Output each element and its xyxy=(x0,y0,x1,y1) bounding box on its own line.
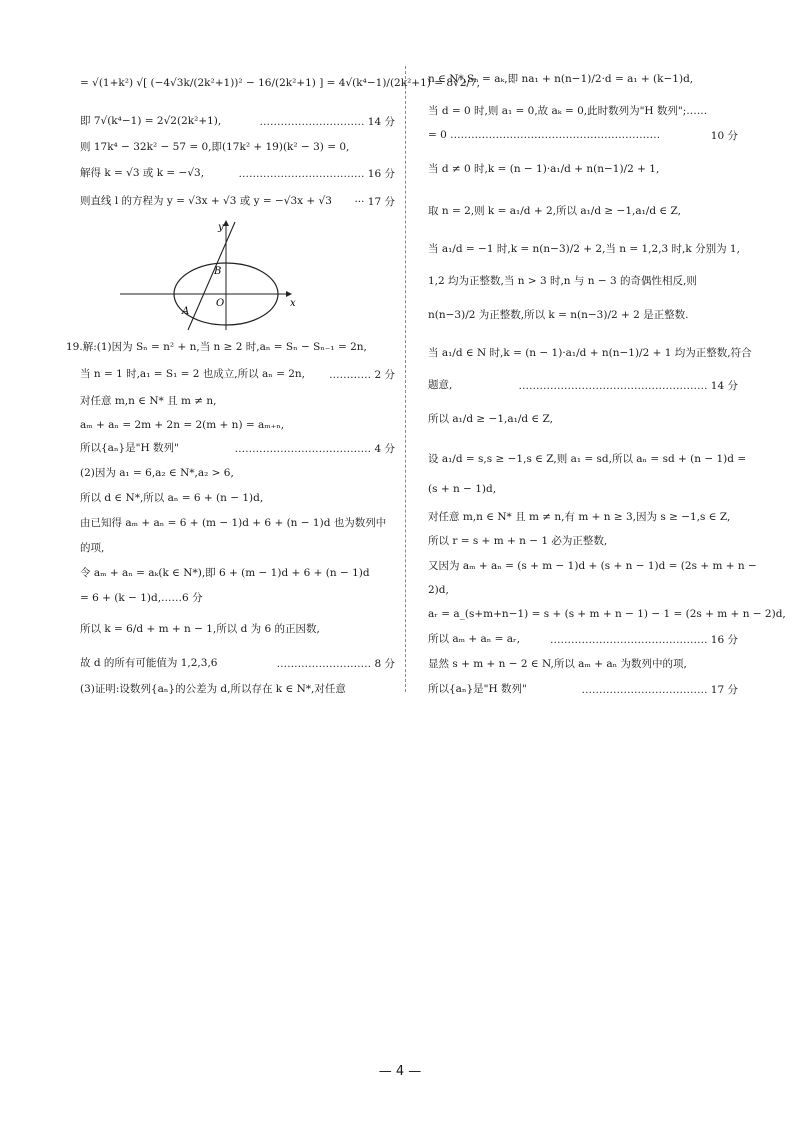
text-line: n(n−3)/2 为正整数,所以 k = n(n−3)/2 + 2 是正整数. xyxy=(428,309,689,321)
score-mark: ……………………………… 16 分 xyxy=(238,168,395,180)
text-line: 所以 aₘ + aₙ = aᵣ, xyxy=(428,633,521,645)
text-line: 当 n = 1 时,a₁ = S₁ = 2 也成立,所以 aₙ = 2n, xyxy=(80,368,305,380)
score-mark: ……………………………………… 16 分 xyxy=(549,634,738,646)
text-line: 则直线 l 的方程为 y = √3x + √3 或 y = −√3x + √3 xyxy=(80,195,332,207)
text-line: 所以 r = s + m + n − 1 必为正整数, xyxy=(428,535,608,547)
text-line: n ∈ N*,Sₙ = aₖ,即 na₁ + n(n−1)/2·d = a₁ + (k−1)d, xyxy=(428,73,694,85)
text-line: 所以 d ∈ N*,所以 aₙ = 6 + (n − 1)d, xyxy=(80,492,264,504)
equation-line: = √(1+k²) √[ (−4√3k/(2k²+1))² − 16/(2k²+1) ] = 4√(k⁴−1)/(2k²+1) = 8√2/7, xyxy=(80,77,480,89)
text-line: 解得 k = √3 或 k = −√3, xyxy=(80,167,205,179)
text-line: 的项, xyxy=(80,542,105,554)
text-line: 又因为 aₘ + aₙ = (s + m − 1)d + (s + n − 1)d = (2s + m + n − xyxy=(428,560,757,572)
text-line: = 6 + (k − 1)d,……6 分 xyxy=(80,592,203,604)
label-x: x xyxy=(290,298,296,309)
text-line: 对任意 m,n ∈ N* 且 m ≠ n,有 m + n ≥ 3,因为 s ≥ −1,s ∈ Z, xyxy=(428,511,731,523)
text-line: = 0 …………………………………………………… xyxy=(428,129,661,141)
text-line: (2)因为 a₁ = 6,a₂ ∈ N*,a₂ > 6, xyxy=(80,467,234,479)
column-divider xyxy=(405,66,406,692)
page-number: — 4 — xyxy=(378,1064,422,1079)
label-a: A xyxy=(182,306,190,317)
score-mark: 10 分 xyxy=(710,130,738,142)
text-line: 当 d = 0 时,则 a₁ = 0,故 aₖ = 0,此时数列为"H 数列";…… xyxy=(428,105,708,117)
score-mark: ………………………… 14 分 xyxy=(259,116,395,128)
text-line: 题意, xyxy=(428,379,453,391)
y-axis-arrow xyxy=(223,220,229,226)
line-l xyxy=(188,222,235,330)
score-mark: ………………………………… 4 分 xyxy=(234,443,395,455)
text-line: 所以{aₙ}是"H 数列" xyxy=(80,442,179,454)
text-line: 所以 k = 6/d + m + n − 1,所以 d 为 6 的正因数, xyxy=(80,623,320,635)
text-line: aᵣ = a_(s+m+n−1) = s + (s + m + n − 1) − 1 = (2s + m + n − 2)d, xyxy=(428,608,786,620)
text-line: 设 a₁/d = s,s ≥ −1,s ∈ Z,则 a₁ = sd,所以 aₙ = sd + (n − 1)d = xyxy=(428,453,747,465)
text-line: 所以{aₙ}是"H 数列" xyxy=(428,683,527,695)
text-line: 所以 a₁/d ≥ −1,a₁/d ∈ Z, xyxy=(428,413,553,425)
text-line: 当 a₁/d = −1 时,k = n(n−3)/2 + 2,当 n = 1,2,3 时,k 分别为 1, xyxy=(428,243,740,255)
ellipse-figure xyxy=(100,218,300,333)
score-mark: ………… 2 分 xyxy=(329,369,395,381)
text-line: 当 d ≠ 0 时,k = (n − 1)·a₁/d + n(n−1)/2 + 1, xyxy=(428,163,660,175)
label-y: y xyxy=(218,222,224,233)
text-line: aₘ + aₙ = 2m + 2n = 2(m + n) = aₘ₊ₙ, xyxy=(80,419,285,431)
label-o: O xyxy=(216,298,225,309)
text-line: 则 17k⁴ − 32k² − 57 = 0,即(17k² + 19)(k² − 3) = 0, xyxy=(80,141,350,153)
text-line: 令 aₘ + aₙ = aₖ(k ∈ N*),即 6 + (m − 1)d + 6 + (n − 1)d xyxy=(80,567,370,579)
text-line: 故 d 的所有可能值为 1,2,3,6 xyxy=(80,657,218,669)
text-line: 由已知得 aₘ + aₙ = 6 + (m − 1)d + 6 + (n − 1)d 也为数列中 xyxy=(80,517,387,529)
label-b: B xyxy=(214,266,222,277)
text-line: (3)证明:设数列{aₙ}的公差为 d,所以存在 k ∈ N*,对任意 xyxy=(80,683,346,695)
text-line: 2)d, xyxy=(428,584,449,596)
text-line: 显然 s + m + n − 2 ∈ N,所以 aₘ + aₙ 为数列中的项, xyxy=(428,658,687,670)
score-mark: ……………………… 8 分 xyxy=(276,658,395,670)
text-line: 当 a₁/d ∈ N 时,k = (n − 1)·a₁/d + n(n−1)/2 + 1 均为正整数,符合 xyxy=(428,347,752,359)
score-mark: ··· 17 分 xyxy=(354,196,395,208)
text-line: 取 n = 2,则 k = a₁/d + 2,所以 a₁/d ≥ −1,a₁/d ∈ Z, xyxy=(428,205,681,217)
text-line: 对任意 m,n ∈ N* 且 m ≠ n, xyxy=(80,395,217,407)
score-mark: ……………………………… 17 分 xyxy=(581,684,738,696)
text-line: 19.解:(1)因为 Sₙ = n² + n,当 n ≥ 2 时,aₙ = Sₙ − Sₙ₋₁ = 2n, xyxy=(66,341,367,353)
text-line: 1,2 均为正整数,当 n > 3 时,n 与 n − 3 的奇偶性相反,则 xyxy=(428,275,697,287)
score-mark: ……………………………………………… 14 分 xyxy=(518,380,738,392)
text-line: 即 7√(k⁴−1) = 2√2(2k²+1), xyxy=(80,115,222,127)
x-axis-arrow xyxy=(286,291,292,297)
text-line: (s + n − 1)d, xyxy=(428,483,497,495)
